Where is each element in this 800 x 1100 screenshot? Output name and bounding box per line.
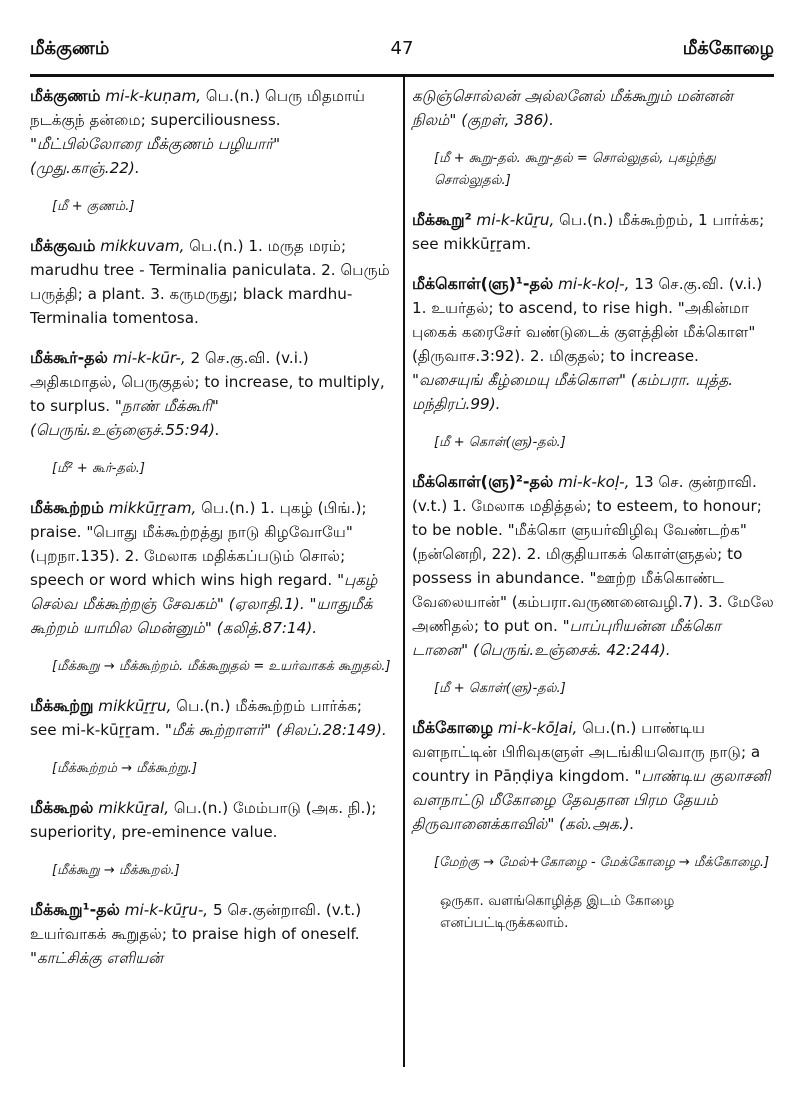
etymology: [மீ + குணம்.]: [52, 199, 135, 214]
definition: 2 செ.கு.வி. (v.i.) அதிகமாதல், பெருகுதல்; to increase, to multiply, to surplus.: [30, 349, 385, 415]
dictionary-entry: [412, 84, 774, 132]
citation: "பாப்புரியன்ன மீக்கொ டானை" (பெருங்.உஞ்சைக். 42:244).: [412, 617, 722, 659]
etymology: [மீ + கொள்(ளு)-தல்.]: [434, 681, 566, 696]
definition: பெ.(n.) மேம்பாடு (அக. நி.); superiority, pre-eminence value.: [30, 799, 377, 841]
headword: மீக்கோழை: [412, 718, 494, 737]
right-column: [412, 84, 774, 934]
page-number: 47: [390, 38, 414, 59]
dictionary-entry: [412, 272, 774, 416]
dictionary-entry: [30, 234, 392, 330]
citation: "பாண்டிய குலாசனி வளநாட்டு மீகோழை தேவதான பிரம தேயம் திருவானைக்காவில்" (கல்.அக.).: [412, 767, 771, 833]
transliteration: mikkuvam,: [100, 237, 185, 255]
transliteration: mi-k-koḷ-,: [558, 275, 630, 293]
citation: "வசையுங் கீழ்மையு மீக்கொள" (கம்பரா. யுத்த. மந்திரப்.99).: [412, 371, 734, 413]
dictionary-entry: [30, 898, 392, 970]
definition: 13 செ. குன்றாவி. (v.t.) 1. மேலாக மதித்தல்; to esteem, to honour; to be noble. "மீக்கொ ளுயர்விழிவு வேண்டற்க" (நன்னெறி, 22). 2. மிகுதியாகக் கொள்ளுதல்; to possess in abundance. "ஊற்ற மீக்கொண்ட வேலையான்" (கம்பரா.வருணனைவழி.7). 3. மேலே அணிதல்; to put on.: [412, 473, 774, 635]
dictionary-entry: [412, 716, 774, 836]
page-header: [30, 38, 774, 72]
etymology: [மீ + கொள்(ளு)-தல்.]: [434, 435, 566, 450]
transliteration: mi-k-kuṇam,: [105, 87, 202, 105]
definition: பெ.(n.) மீக்கூற்றம், 1 பார்க்க; see mikkūṟṟam.: [412, 211, 765, 253]
headword: மீக்கூறல்: [30, 798, 94, 817]
etymology: [மீக்கூறு → மீக்கூறல்.]: [52, 863, 180, 878]
headword: மீக்கூற்று: [30, 696, 94, 715]
footnote: ஒருகா. வளங்கொழித்த இடம் கோழை எனப்பட்டிருக்கலாம்.: [440, 893, 675, 931]
etymology: [மீ² + கூர்-தல்.]: [52, 461, 145, 476]
dictionary-entry: [412, 470, 774, 662]
headword: மீக்கூறு²: [412, 210, 472, 229]
citation: "காட்சிக்கு எளியன்: [30, 949, 163, 967]
etymology: [மீக்கூற்றம் → மீக்கூற்று.]: [52, 761, 198, 776]
definition: பெ.(n.) 1. மருத மரம்; marudhu tree - Terminalia paniculata. 2. பெரும் பருத்தி; a plant. 3. கருமருது; black mardhu-Terminalia tomentosa.: [30, 237, 390, 327]
transliteration: mikkūṟṟu,: [98, 697, 172, 715]
headword: மீக்கூறு¹-தல்: [30, 900, 120, 919]
guide-word-left: மீக்குணம்: [30, 38, 110, 59]
definition: பெ.(n.) 1. புகழ் (பிங்.); praise. "பொது மீக்கூற்றத்து நாடு கிழவோயே" (புறநா.135). 2. மேலாக மதிக்கப்படும் சொல்; speech or word which wins high regard.: [30, 499, 367, 589]
guide-word-right: மீக்கோழை: [682, 38, 774, 59]
transliteration: mi-k-kūṟu-,: [124, 901, 209, 919]
headword: மீக்குவம்: [30, 236, 96, 255]
definition: 5 செ.குன்றாவி. (v.t.) உயர்வாகக் கூறுதல்; to praise high of oneself.: [30, 901, 362, 943]
definition: 13 செ.கு.வி. (v.i.) 1. உயர்தல்; to ascend, to rise high. "அகின்மா புகைக் கரைசேர் வண்டுடைக் குளத்தின் மீக்கொள" (திருவாச.3:92). 2. மிகுதல்; to increase.: [412, 275, 763, 365]
etymology: [மீ + கூறு-தல். கூறு-தல் = சொல்லுதல், புகழ்ந்து சொல்லுதல்.]: [434, 151, 716, 188]
citation: "மீக் கூற்றாளர்" (சிலப்.28:149).: [164, 721, 387, 739]
dictionary-entry: [30, 346, 392, 442]
header-rule: [30, 74, 774, 77]
left-column: [30, 84, 392, 986]
definition: பெ.(n.) மீக்கூற்றம் பார்க்க; see mi-k-kūṟṟam.: [30, 697, 363, 739]
definition: பெ.(n.) பாண்டிய வளநாட்டின் பிரிவுகளுள் அடங்கியவொரு நாடு; a country in Pāṇḍiya kingdom.: [412, 719, 761, 785]
headword: மீக்கூர்-தல்: [30, 348, 108, 367]
headword: மீக்கொள்(ளு)¹-தல்: [412, 274, 554, 293]
dictionary-entry: [30, 694, 392, 742]
transliteration: mikkūṟal,: [98, 799, 170, 817]
headword: மீக்குணம்: [30, 86, 101, 105]
dictionary-entry: [30, 796, 392, 844]
etymology: [மீக்கூறு → மீக்கூற்றம். மீக்கூறுதல் = உயர்வாகக் கூறுதல்.]: [52, 659, 391, 674]
definition: பெ.(n.) பெரு மிதமாய் நடக்குந் தன்மை; superciliousness.: [30, 87, 366, 129]
headword: மீக்கொள்(ளு)²-தல்: [412, 472, 554, 491]
dictionary-entry: [30, 496, 392, 640]
transliteration: mi-k-kūr-,: [112, 349, 186, 367]
dictionary-entry: [30, 84, 392, 180]
etymology: [மேற்கு → மேல்+கோழை - மேக்கோழை → மீக்கோழை.]: [434, 855, 770, 870]
transliteration: mi-k-kūṟu,: [476, 211, 555, 229]
citation: "மீட்பில்லோரை மீக்குணம் பழியார்" (முது.காஞ்.22).: [30, 135, 281, 177]
dictionary-entry: [412, 208, 774, 256]
transliteration: mi-k-kōḻai,: [497, 719, 578, 737]
citation: "நாண் மீக்கூரி" (பெருங்.உஞ்ஞைச்.55:94).: [30, 397, 220, 439]
citation: "புகழ் செல்வ மீக்கூற்றஞ் சேவகம்" (ஏலாதி.1). "யாதுமீக் கூற்றம் யாமில மென்னும்" (கலித்.87:14).: [30, 571, 378, 637]
column-divider: [403, 77, 405, 1067]
transliteration: mikkūṟṟam,: [108, 499, 197, 517]
headword: மீக்கூற்றம்: [30, 498, 104, 517]
transliteration: mi-k-koḷ-,: [558, 473, 630, 491]
citation: கடுஞ்சொல்லன் அல்லனேல் மீக்கூறும் மன்னன் நிலம்" (குறள், 386).: [412, 87, 733, 129]
